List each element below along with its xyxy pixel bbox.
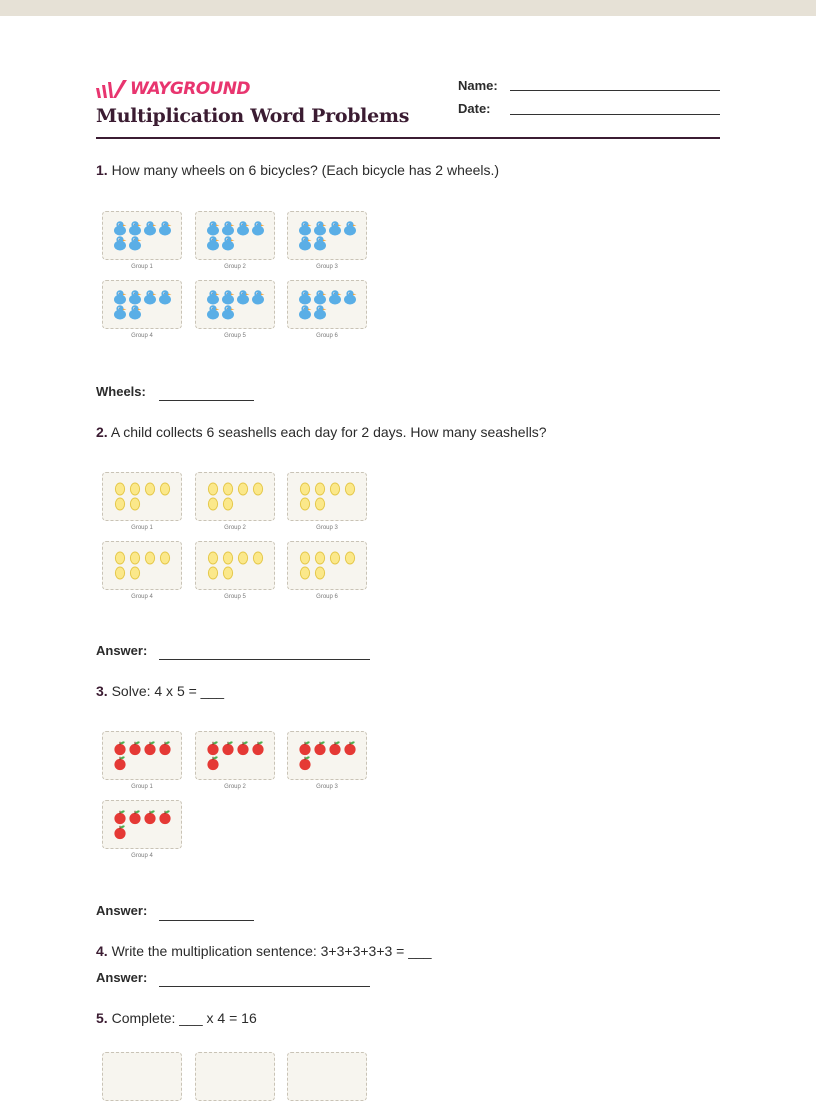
group-label: Group 1: [131, 525, 153, 531]
bird-icon: [235, 289, 251, 305]
bird-icon: [312, 289, 328, 305]
group-box: [102, 731, 182, 780]
seashell-icon: [112, 550, 128, 566]
question-number: 5.: [96, 1010, 108, 1026]
apple-icon: [235, 740, 251, 756]
seashell-icon: [312, 565, 328, 581]
apple-icon: [112, 740, 128, 756]
bird-icon: [312, 304, 328, 320]
bird-icon: [112, 304, 128, 320]
question-text: A child collects 6 seashells each day for 2 days. How many seashells?: [110, 424, 547, 440]
bird-icon: [342, 289, 358, 305]
seashell-icon: [112, 565, 128, 581]
seashell-icon: [312, 481, 328, 497]
question-1: [96, 161, 499, 179]
apple-icon: [205, 755, 221, 771]
question-2: [96, 423, 547, 441]
group-label: Group 1: [131, 264, 153, 270]
header-divider: [96, 137, 720, 139]
seashell-icon: [205, 481, 221, 497]
seashell-icon: [235, 481, 251, 497]
apple-icon: [220, 740, 236, 756]
seashell-icon: [127, 565, 143, 581]
group-label: Group 6: [316, 333, 338, 339]
group-box: [102, 280, 182, 329]
worksheet-title: Multiplication Word Problems: [96, 105, 410, 127]
date-label: Date:: [458, 101, 491, 116]
question-5: [96, 1009, 257, 1027]
question-3: [96, 682, 224, 700]
seashell-icon: [220, 496, 236, 512]
apple-icon: [297, 740, 313, 756]
apple-icon: [127, 809, 143, 825]
group-box: [195, 541, 275, 590]
page-top-bar: [0, 0, 816, 16]
question-text: Write the multiplication sentence: 3+3+3+3+3 = ___: [111, 943, 432, 959]
seashell-icon: [112, 481, 128, 497]
group-label: Group 4: [131, 594, 153, 600]
apple-icon: [127, 740, 143, 756]
seashell-icon: [342, 481, 358, 497]
group-box: [195, 280, 275, 329]
group-box: [102, 800, 182, 849]
bird-icon: [112, 220, 128, 236]
bird-icon: [342, 220, 358, 236]
bird-icon: [327, 289, 343, 305]
apple-icon: [142, 809, 158, 825]
apple-icon: [327, 740, 343, 756]
bird-icon: [220, 235, 236, 251]
apple-icon: [142, 740, 158, 756]
bird-icon: [220, 220, 236, 236]
group-label: Group 3: [316, 525, 338, 531]
seashell-icon: [220, 565, 236, 581]
group-box: [102, 541, 182, 590]
group-box: [102, 211, 182, 260]
seashell-icon: [127, 550, 143, 566]
seashell-icon: [342, 550, 358, 566]
seashell-icon: [157, 481, 173, 497]
question-number: 2.: [96, 424, 108, 440]
bird-icon: [312, 220, 328, 236]
seashell-icon: [297, 550, 313, 566]
seashell-icon: [205, 565, 221, 581]
answer-label: Answer:: [96, 643, 148, 658]
date-field[interactable]: [510, 114, 720, 115]
group-label: Group 2: [224, 784, 246, 790]
group-label: Group 1: [131, 784, 153, 790]
question-text: Solve: 4 x 5 = ___: [111, 683, 225, 699]
group-box: [195, 731, 275, 780]
bird-icon: [297, 235, 313, 251]
bird-icon: [157, 289, 173, 305]
bird-icon: [205, 304, 221, 320]
bird-icon: [205, 235, 221, 251]
group-box: [287, 280, 367, 329]
group-label: Group 6: [316, 594, 338, 600]
group-box: [287, 211, 367, 260]
seashell-icon: [142, 481, 158, 497]
bird-icon: [205, 289, 221, 305]
bird-icon: [127, 220, 143, 236]
answer-label: Answer:: [96, 903, 148, 918]
question-number: 3.: [96, 683, 108, 699]
seashells-answer-field[interactable]: [159, 659, 370, 660]
group-label: Group 5: [224, 333, 246, 339]
bird-icon: [142, 289, 158, 305]
seashell-icon: [205, 496, 221, 512]
apple-icon: [112, 809, 128, 825]
group-box: [102, 472, 182, 521]
bird-icon: [297, 304, 313, 320]
bird-icon: [112, 289, 128, 305]
bird-icon: [312, 235, 328, 251]
question-4: [96, 942, 432, 960]
bird-icon: [205, 220, 221, 236]
answer-label: Wheels:: [96, 384, 146, 399]
bird-icon: [127, 289, 143, 305]
logo-wordmark: WAYGROUND: [130, 79, 250, 99]
bird-icon: [297, 289, 313, 305]
bird-icon: [127, 304, 143, 320]
brand-logo: [96, 79, 250, 99]
apple-icon: [157, 740, 173, 756]
group-box: [102, 1052, 182, 1101]
apple-icon: [297, 755, 313, 771]
group-box: [287, 541, 367, 590]
seashell-icon: [250, 550, 266, 566]
group-label: Group 4: [131, 853, 153, 859]
apple-icon: [250, 740, 266, 756]
seashell-icon: [220, 550, 236, 566]
name-field[interactable]: [510, 90, 720, 91]
group-label: Group 2: [224, 264, 246, 270]
bird-icon: [220, 289, 236, 305]
solve-answer-field[interactable]: [159, 920, 254, 921]
question-number: 1.: [96, 162, 108, 178]
sentence-answer-field[interactable]: [159, 986, 370, 987]
seashell-icon: [327, 550, 343, 566]
seashell-icon: [112, 496, 128, 512]
group-label: Group 3: [316, 264, 338, 270]
bird-icon: [157, 220, 173, 236]
seashell-icon: [297, 481, 313, 497]
bird-icon: [250, 289, 266, 305]
seashell-icon: [127, 481, 143, 497]
bird-icon: [220, 304, 236, 320]
apple-icon: [342, 740, 358, 756]
seashell-icon: [205, 550, 221, 566]
seashell-icon: [142, 550, 158, 566]
group-box: [195, 472, 275, 521]
bird-icon: [235, 220, 251, 236]
bird-icon: [297, 220, 313, 236]
apple-icon: [205, 740, 221, 756]
question-text: Complete: ___ x 4 = 16: [111, 1010, 257, 1026]
seashell-icon: [127, 496, 143, 512]
seashell-icon: [297, 496, 313, 512]
group-label: Group 2: [224, 525, 246, 531]
group-label: Group 5: [224, 594, 246, 600]
group-label: Group 3: [316, 784, 338, 790]
bird-icon: [250, 220, 266, 236]
seashell-icon: [312, 550, 328, 566]
seashell-icon: [297, 565, 313, 581]
apple-icon: [157, 809, 173, 825]
seashell-icon: [250, 481, 266, 497]
question-number: 4.: [96, 943, 108, 959]
group-box: [195, 211, 275, 260]
group-label: Group 4: [131, 333, 153, 339]
group-box: [287, 472, 367, 521]
apple-icon: [112, 755, 128, 771]
group-box: [195, 1052, 275, 1101]
seashell-icon: [157, 550, 173, 566]
name-label: Name:: [458, 78, 498, 93]
group-box: [287, 731, 367, 780]
apple-icon: [112, 824, 128, 840]
wheels-answer-field[interactable]: [159, 400, 254, 401]
bird-icon: [112, 235, 128, 251]
bird-icon: [142, 220, 158, 236]
seashell-icon: [312, 496, 328, 512]
wayground-logo-icon: [96, 80, 127, 98]
apple-icon: [312, 740, 328, 756]
seashell-icon: [327, 481, 343, 497]
bird-icon: [327, 220, 343, 236]
question-text: How many wheels on 6 bicycles? (Each bicycle has 2 wheels.): [111, 162, 500, 178]
bird-icon: [127, 235, 143, 251]
seashell-icon: [220, 481, 236, 497]
seashell-icon: [235, 550, 251, 566]
group-box: [287, 1052, 367, 1101]
answer-label: Answer:: [96, 970, 148, 985]
